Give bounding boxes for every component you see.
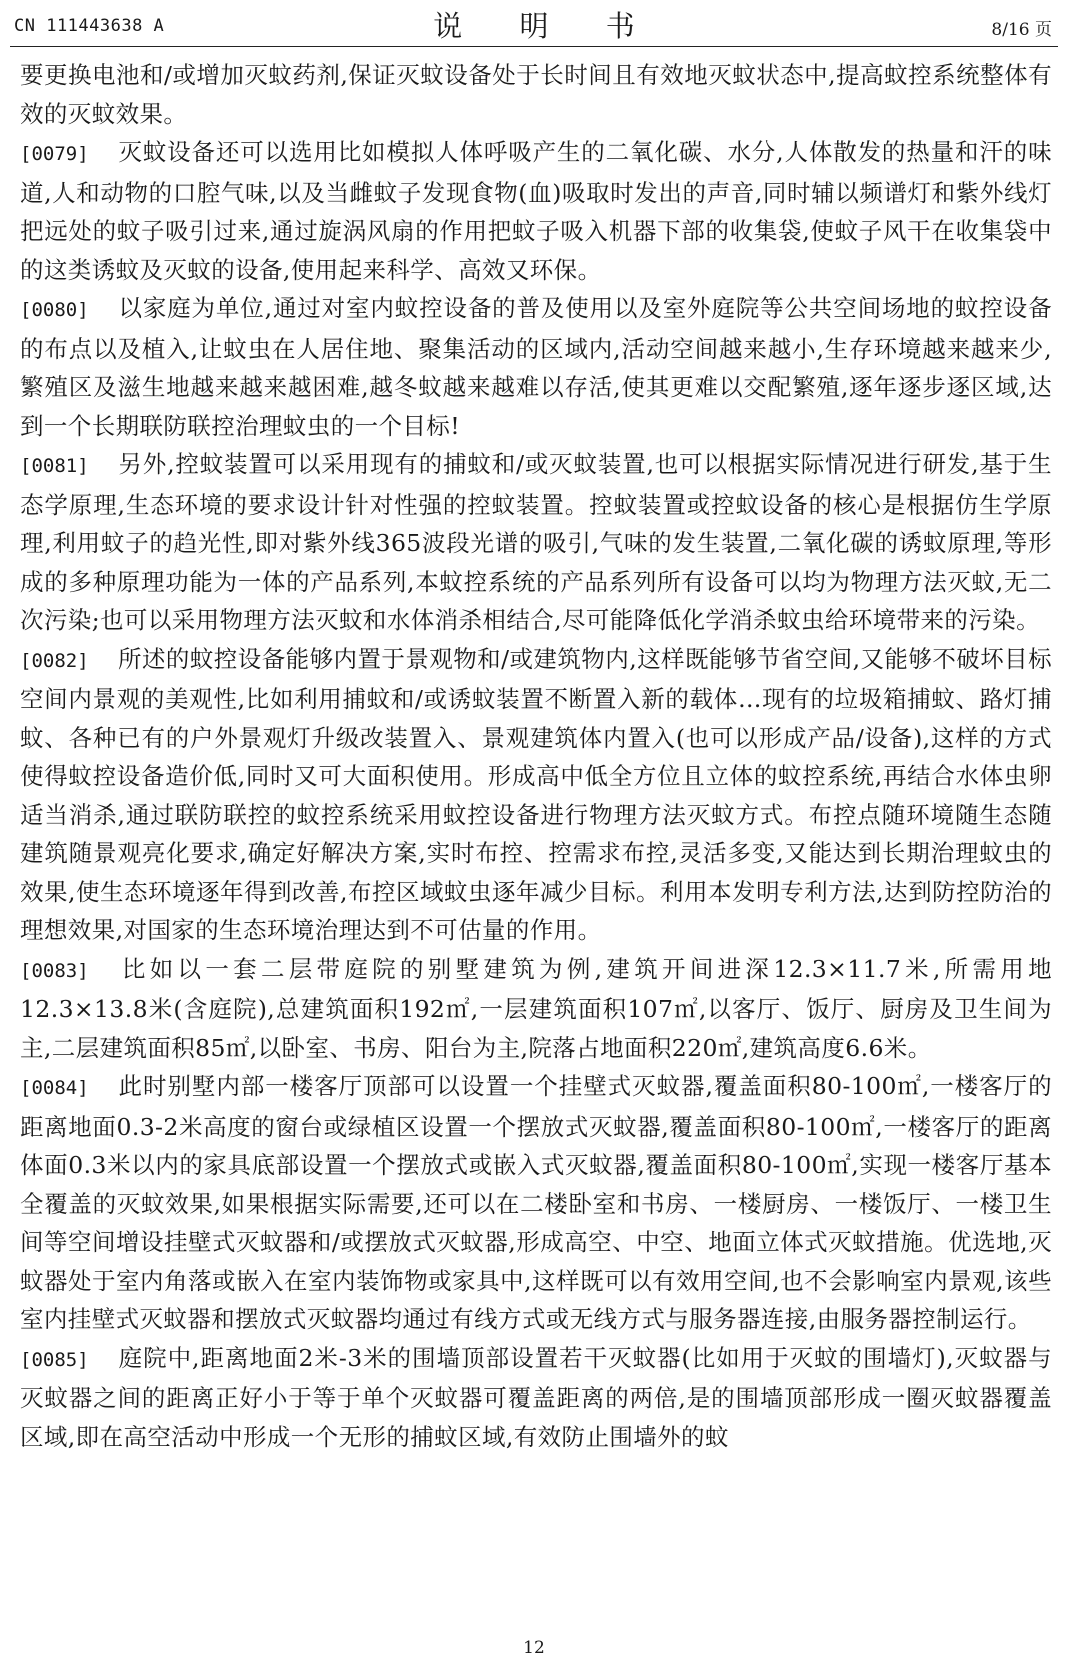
paragraph-text: 此时别墅内部一楼客厅顶部可以设置一个挂壁式灭蚊器,覆盖面积80-100㎡,一楼客厅的距离地面0.3-2米高度的窗台或绿植区设置一个摆放式灭蚊器,覆盖面积80-100㎡,一楼客厅的距离体面0.3米以内的家具底部设置一个摆放式或嵌入式灭蚊器,覆盖面积80-100㎡,实现一楼客厅基本全覆盖的灭蚊效果,如果根据实际需要,还可以在二楼卧室和书房、一楼厨房、一楼饭厅、一楼卫生间等空间增设挂壁式灭蚊器和/或摆放式灭蚊器,形成高空、中空、地面立体式灭蚊措施。优选地,灭蚊器处于室内角落或嵌入在室内装饰物或家具中,这样既可以有效用空间,也不会影响室内景观,该些室内挂壁式灭蚊器和摆放式灭蚊器均通过有线方式或无线方式与服务器连接,由服务器控制运行。	[20, 1072, 1052, 1333]
page-number: 12	[523, 1638, 545, 1658]
paragraph-text: 灭蚊设备还可以选用比如模拟人体呼吸产生的二氧化碳、水分,人体散发的热量和汗的味道,人和动物的口腔气味,以及当雌蚊子发现食物(血)吸取时发出的声音,同时辅以频谱灯和紫外线灯把远处的蚊子吸引过来,通过旋涡风扇的作用把蚊子吸入机器下部的收集袋,使蚊子风干在收集袋中的这类诱蚊及灭蚊的设备,使用起来科学、高效又环保。	[20, 138, 1052, 284]
paragraph-0080	[20, 289, 1052, 445]
document-body	[20, 56, 1052, 1456]
page-count: 8/16 页	[991, 20, 1052, 40]
paragraph-number: [0079]	[20, 143, 89, 165]
header-rule	[10, 46, 1058, 47]
page-header	[0, 0, 1068, 46]
document-title: 说 明 书	[433, 9, 659, 43]
paragraph-text: 所述的蚊控设备能够内置于景观物和/或建筑物内,这样既能够节省空间,又能够不破坏目标空间内景观的美观性,比如利用捕蚊和/或诱蚊装置不断置入新的载体…现有的垃圾箱捕蚊、路灯捕蚊、各种已有的户外景观灯升级改装置入、景观建筑体内置入(也可以形成产品/设备),这样的方式使得蚊控设备造价低,同时又可大面积使用。形成高中低全方位且立体的蚊控系统,再结合水体虫卵适当消杀,通过联防联控的蚊控系统采用蚊控设备进行物理方法灭蚊方式。布控点随环境随生态随建筑随景观亮化要求,确定好解决方案,实时布控、控需求布控,灵活多变,又能达到长期治理蚊虫的效果,使生态环境逐年得到改善,布控区域蚊虫逐年减少目标。利用本发明专利方法,达到防控防治的理想效果,对国家的生态环境治理达到不可估量的作用。	[20, 644, 1052, 944]
paragraph-0085	[20, 1339, 1052, 1457]
paragraph-0079	[20, 133, 1052, 289]
paragraph-0082	[20, 640, 1052, 950]
paragraph-0083	[20, 950, 1052, 1068]
paragraph-number: [0084]	[20, 1077, 89, 1099]
paragraph-0081	[20, 445, 1052, 640]
paragraph-0084	[20, 1067, 1052, 1339]
paragraph-text: 庭院中,距离地面2米-3米的围墙顶部设置若干灭蚊器(比如用于灭蚊的围墙灯),灭蚊器与灭蚊器之间的距离正好小于等于单个灭蚊器可覆盖距离的两倍,是的围墙顶部形成一圈灭蚊器覆盖区域,即在高空活动中形成一个无形的捕蚊区域,有效防止围墙外的蚊	[20, 1343, 1052, 1451]
paragraph-number: [0083]	[20, 959, 89, 982]
publication-number: CN 111443638 A	[14, 16, 165, 36]
paragraph-number: [0082]	[20, 649, 89, 672]
paragraph-text: 另外,控蚊装置可以采用现有的捕蚊和/或灭蚊装置,也可以根据实际情况进行研发,基于生态学原理,生态环境的要求设计针对性强的控蚊装置。控蚊装置或控蚊设备的核心是根据仿生学原理,利用蚊子的趋光性,即对紫外线365波段光谱的吸引,气味的发生装置,二氧化碳的诱蚊原理,等形成的多种原理功能为一体的产品系列,本蚊控系统的产品系列所有设备可以均为物理方法灭蚊,无二次污染;也可以采用物理方法灭蚊和水体消杀相结合,尽可能降低化学消杀蚊虫给环境带来的污染。	[20, 450, 1052, 634]
paragraph-number: [0085]	[20, 1348, 89, 1371]
paragraph-text: 比如以一套二层带庭院的别墅建筑为例,建筑开间进深12.3×11.7米,所需用地12.3×13.8米(含庭院),总建筑面积192㎡,一层建筑面积107㎡,以客厅、饭厅、厨房及卫生间为主,二层建筑面积85㎡,以卧室、书房、阳台为主,院落占地面积220㎡,建筑高度6.6米。	[20, 954, 1052, 1062]
paragraph-number: [0080]	[20, 299, 89, 321]
paragraph-text: 以家庭为单位,通过对室内蚊控设备的普及使用以及室外庭院等公共空间场地的蚊控设备的布点以及植入,让蚊虫在人居住地、聚集活动的区域内,活动空间越来越小,生存环境越来越来少,繁殖区及滋生地越来越来越困难,越冬蚊越来越难以存活,使其更难以交配繁殖,逐年逐步逐区域,达到一个长期联防联控治理蚊虫的一个目标!	[20, 294, 1052, 440]
paragraph-continued	[20, 56, 1052, 133]
paragraph-number: [0081]	[20, 455, 89, 477]
paragraph-text: 要更换电池和/或增加灭蚊药剂,保证灭蚊设备处于长时间且有效地灭蚊状态中,提高蚊控系统整体有效的灭蚊效果。	[20, 61, 1052, 128]
